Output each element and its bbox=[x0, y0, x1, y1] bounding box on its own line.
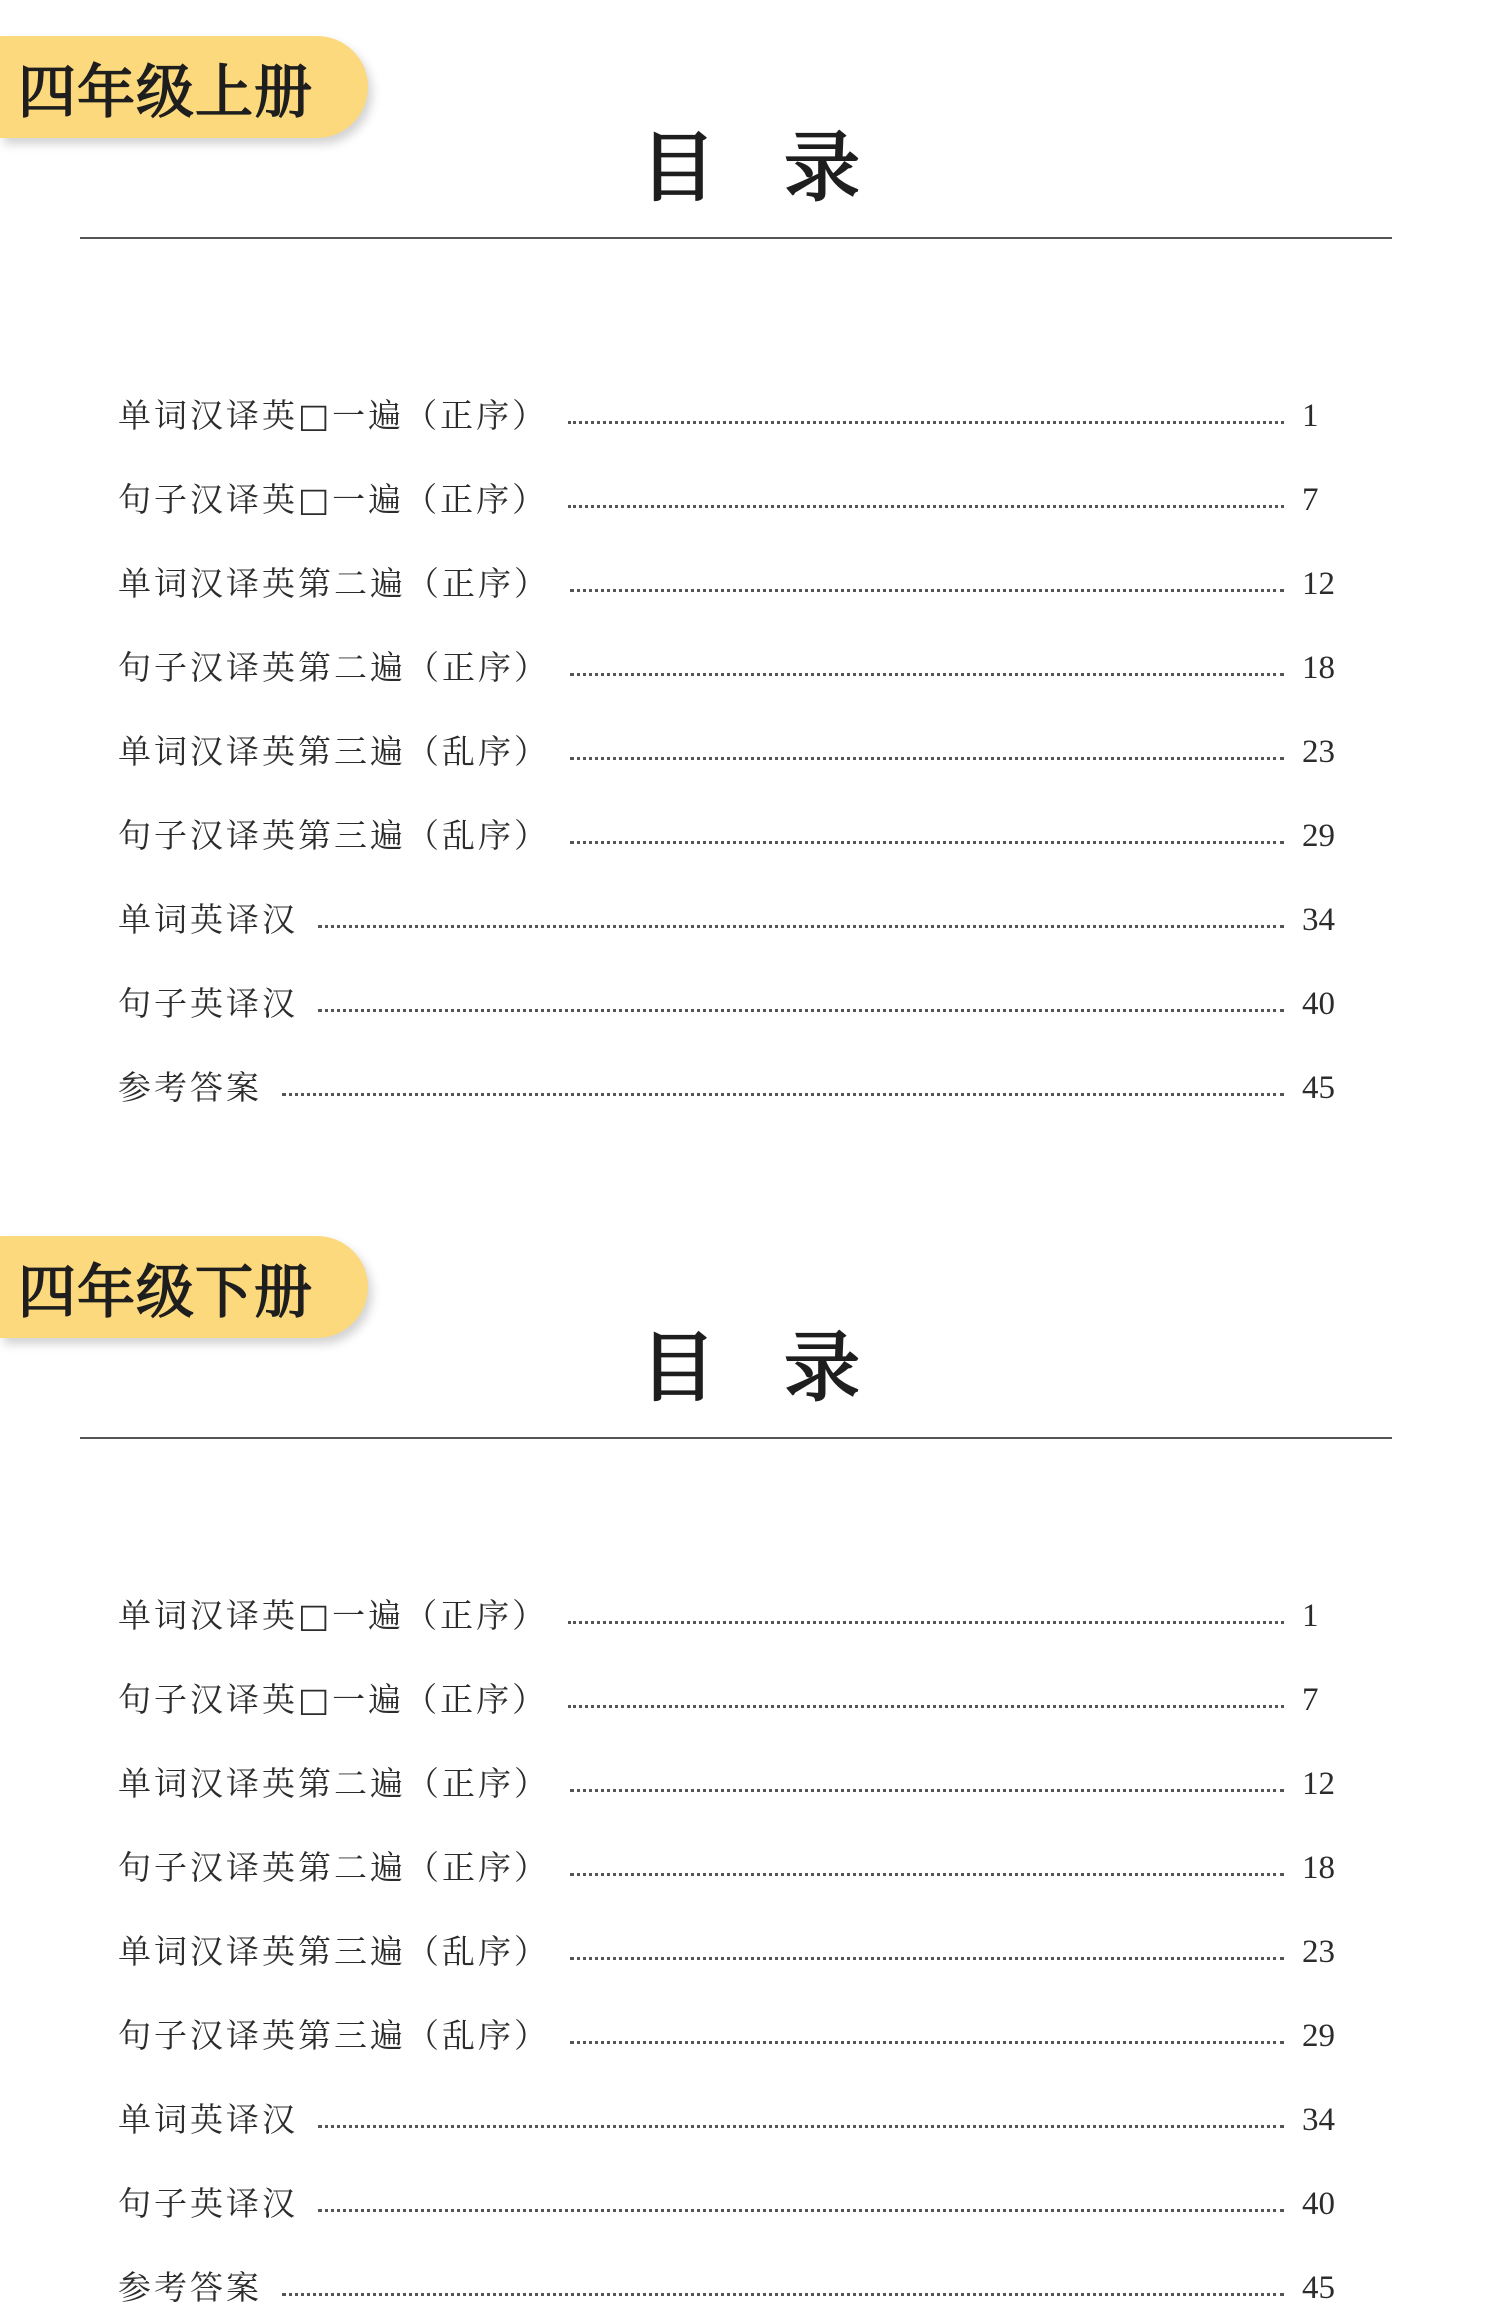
toc-list bbox=[118, 352, 1358, 1108]
toc-entry[interactable] bbox=[118, 688, 1358, 772]
toc-entry-label: 单词英译汉 bbox=[118, 2100, 298, 2139]
dot-leader bbox=[568, 505, 1284, 508]
toc-entry-page: 12 bbox=[1302, 566, 1335, 602]
toc-entry-label: 句子汉译英□一遍（正序） bbox=[118, 480, 549, 519]
toc-entry-label: 单词汉译英第二遍（正序） bbox=[118, 564, 550, 603]
grade-tab: 四年级下册 bbox=[0, 1236, 368, 1338]
toc-entry-label: 单词英译汉 bbox=[118, 900, 298, 939]
toc-title: 目录 bbox=[640, 123, 928, 212]
toc-entry-label: 句子汉译英第二遍（正序） bbox=[118, 648, 550, 687]
grade-tab: 四年级上册 bbox=[0, 36, 368, 138]
toc-entry-label: 句子汉译英第二遍（正序） bbox=[118, 1848, 550, 1887]
dot-leader bbox=[570, 2041, 1284, 2044]
toc-entry[interactable] bbox=[118, 2224, 1358, 2308]
toc-entry[interactable] bbox=[118, 1972, 1358, 2056]
toc-entry-label: 句子汉译英第三遍（乱序） bbox=[118, 2016, 550, 2055]
toc-entry[interactable] bbox=[118, 1804, 1358, 1888]
dot-leader bbox=[570, 673, 1284, 676]
toc-entry-page: 1 bbox=[1302, 398, 1319, 434]
toc-entry[interactable] bbox=[118, 1720, 1358, 1804]
toc-entry-page: 45 bbox=[1302, 2270, 1335, 2306]
toc-entry-page: 40 bbox=[1302, 2186, 1335, 2222]
toc-entry-page: 29 bbox=[1302, 2018, 1335, 2054]
dot-leader bbox=[570, 1957, 1284, 1960]
dot-leader bbox=[282, 1093, 1284, 1096]
toc-entry-label: 单词汉译英□一遍（正序） bbox=[118, 1596, 549, 1635]
toc-entry-label: 单词汉译英第三遍（乱序） bbox=[118, 1932, 550, 1971]
toc-entry-page: 45 bbox=[1302, 1070, 1335, 1106]
toc-entry[interactable] bbox=[118, 1636, 1358, 1720]
toc-entry-label: 句子英译汉 bbox=[118, 2184, 298, 2223]
dot-leader bbox=[570, 757, 1284, 760]
dot-leader bbox=[570, 1873, 1284, 1876]
toc-entry-page: 40 bbox=[1302, 986, 1335, 1022]
toc-entry-label: 参考答案 bbox=[118, 1068, 262, 1107]
toc-entry[interactable] bbox=[118, 520, 1358, 604]
dot-leader bbox=[568, 421, 1284, 424]
toc-entry-label: 句子英译汉 bbox=[118, 984, 298, 1023]
toc-entry-page: 34 bbox=[1302, 2102, 1335, 2138]
dot-leader bbox=[568, 1705, 1284, 1708]
toc-section-lower bbox=[0, 1200, 1500, 2307]
toc-entry[interactable] bbox=[118, 1024, 1358, 1108]
toc-entry[interactable] bbox=[118, 1888, 1358, 1972]
dot-leader bbox=[282, 2293, 1284, 2296]
toc-entry-page: 7 bbox=[1302, 482, 1319, 518]
dot-leader bbox=[570, 1789, 1284, 1792]
title-divider bbox=[80, 237, 1392, 239]
toc-entry[interactable] bbox=[118, 436, 1358, 520]
toc-entry[interactable] bbox=[118, 772, 1358, 856]
dot-leader bbox=[570, 841, 1284, 844]
toc-entry-label: 句子汉译英□一遍（正序） bbox=[118, 1680, 549, 1719]
dot-leader bbox=[318, 2209, 1284, 2212]
toc-entry-label: 句子汉译英第三遍（乱序） bbox=[118, 816, 550, 855]
toc-entry[interactable] bbox=[118, 604, 1358, 688]
toc-entry[interactable] bbox=[118, 2056, 1358, 2140]
toc-section-upper bbox=[0, 0, 1500, 1107]
toc-entry-label: 单词汉译英第二遍（正序） bbox=[118, 1764, 550, 1803]
toc-entry-page: 7 bbox=[1302, 1682, 1319, 1718]
toc-title: 目录 bbox=[640, 1323, 928, 1412]
toc-entry-page: 1 bbox=[1302, 1598, 1319, 1634]
toc-entry-page: 23 bbox=[1302, 734, 1335, 770]
toc-entry-page: 29 bbox=[1302, 818, 1335, 854]
toc-entry[interactable] bbox=[118, 856, 1358, 940]
dot-leader bbox=[318, 2125, 1284, 2128]
toc-list bbox=[118, 1552, 1358, 2308]
toc-entry[interactable] bbox=[118, 352, 1358, 436]
toc-entry-label: 参考答案 bbox=[118, 2268, 262, 2307]
dot-leader bbox=[318, 925, 1284, 928]
title-divider bbox=[80, 1437, 1392, 1439]
toc-entry-page: 18 bbox=[1302, 650, 1335, 686]
toc-entry-page: 12 bbox=[1302, 1766, 1335, 1802]
dot-leader bbox=[568, 1621, 1284, 1624]
toc-entry-page: 23 bbox=[1302, 1934, 1335, 1970]
toc-entry[interactable] bbox=[118, 1552, 1358, 1636]
toc-entry-page: 34 bbox=[1302, 902, 1335, 938]
dot-leader bbox=[570, 589, 1284, 592]
toc-entry-page: 18 bbox=[1302, 1850, 1335, 1886]
toc-entry-label: 单词汉译英□一遍（正序） bbox=[118, 396, 549, 435]
toc-entry[interactable] bbox=[118, 2140, 1358, 2224]
toc-entry-label: 单词汉译英第三遍（乱序） bbox=[118, 732, 550, 771]
toc-entry[interactable] bbox=[118, 940, 1358, 1024]
dot-leader bbox=[318, 1009, 1284, 1012]
